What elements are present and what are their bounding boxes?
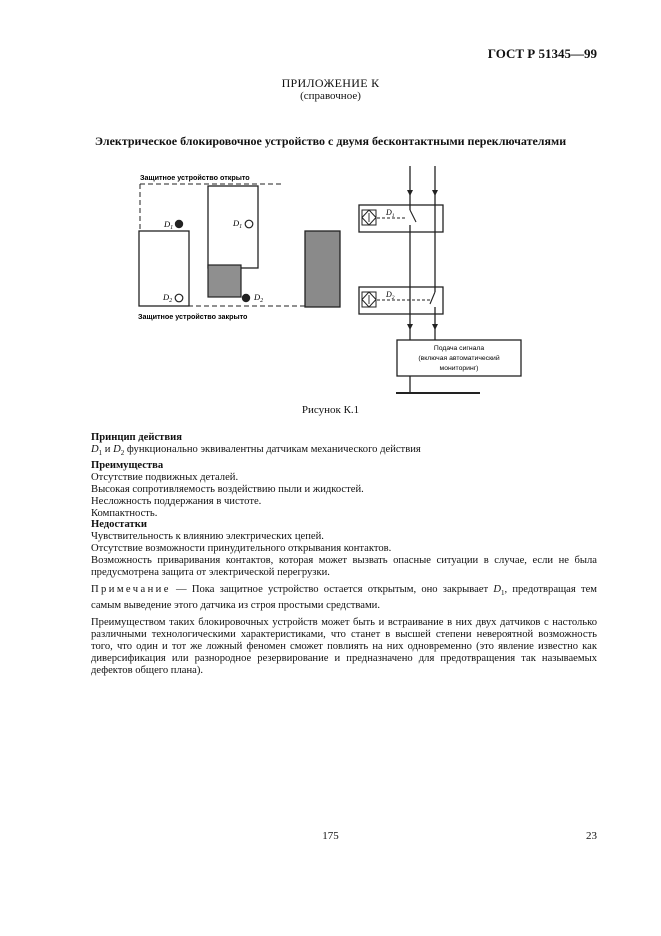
sensor-d2-filled: [242, 294, 250, 302]
note-paragraph: Примечание — Пока защитное устройство остается открытым, оно закрывает $D_1$, предотвращая тем самым выведение этого датчика из строя простыми средствами.: [91, 583, 597, 611]
sensor-d1-open-middle: [245, 220, 253, 228]
page-number-center: 175: [322, 830, 339, 842]
final-paragraph: Преимуществом таких блокировочных устройств может быть и встраивание в них двух датчиков с настолько различными технологическими характеристиками, что станет в высшей степени невероятной возможность того, что один и тот же ложный феномен сможет повлиять на них одновременно (это явление известно как диверсификация или разнородное резервирование и предназначено для предотвращения так называемых дефектов общего плана).: [91, 616, 597, 676]
standard-number: ГОСТ Р 51345—99: [487, 46, 597, 61]
svg-text:(включая автоматический: (включая автоматический: [418, 355, 500, 362]
advantage-item: Несложность поддержания в чистоте.: [91, 495, 262, 507]
label-guard-closed: Защитное устройство закрыто: [138, 312, 248, 321]
disadvantage-item: Отсутствие возможности принудительного открывания контактов.: [91, 543, 392, 555]
interlock-diagram: [0, 160, 661, 400]
page-number-right: 23: [586, 830, 597, 842]
svg-text:мониторинг): мониторинг): [439, 365, 479, 372]
svg-text:D1: $D_1$: [386, 208, 395, 219]
label-guard-open: Защитное устройство открыто: [140, 173, 250, 182]
principle-heading: Принцип действия: [91, 432, 182, 443]
disadvantages-heading: Недостатки: [91, 519, 147, 531]
figure-title: Электрическое блокировочное устройство с двумя бесконтактными переключателями: [94, 134, 567, 148]
advantage-item: Отсутствие подвижных деталей.: [91, 471, 239, 483]
label-d2-left: $D_2$: [163, 292, 173, 304]
disadvantage-item: Чувствительность к влиянию электрических цепей.: [91, 531, 324, 543]
label-d2-middle: $D_2$: [254, 292, 264, 304]
svg-text:Подача сигнала: Подача сигнала: [433, 345, 485, 352]
body-text: [91, 432, 597, 676]
fixed-guard-block: [305, 231, 340, 307]
label-d1-middle: $D_1$: [233, 218, 243, 230]
figure-caption: Рисунок К.1: [301, 404, 360, 416]
appendix-title: ПРИЛОЖЕНИЕ К: [281, 76, 380, 90]
sensor-d2-open-left: [175, 294, 183, 302]
principle-text: $D_1$ и $D_2$ функционально эквивалентны датчикам механического действия: [91, 443, 421, 458]
advantage-item: Высокая сопротивляемость воздействию пыли и жидкостей.: [91, 483, 364, 495]
sensor-d1-filled: [175, 220, 183, 228]
label-d1-left: $D_1$: [164, 219, 174, 231]
advantage-item: Компактность.: [91, 507, 158, 519]
svg-text:D2: $D_2$: [386, 290, 395, 301]
disadvantage-item: Возможность приваривания контактов, которая может вызвать опасные ситуации в случае, если не была предусмотрена защита от электрической перегрузки.: [91, 555, 597, 579]
advantages-heading: Преимущества: [91, 459, 164, 471]
appendix-subtitle: (справочное): [300, 90, 361, 102]
guard-actuator-grey: [208, 265, 241, 297]
